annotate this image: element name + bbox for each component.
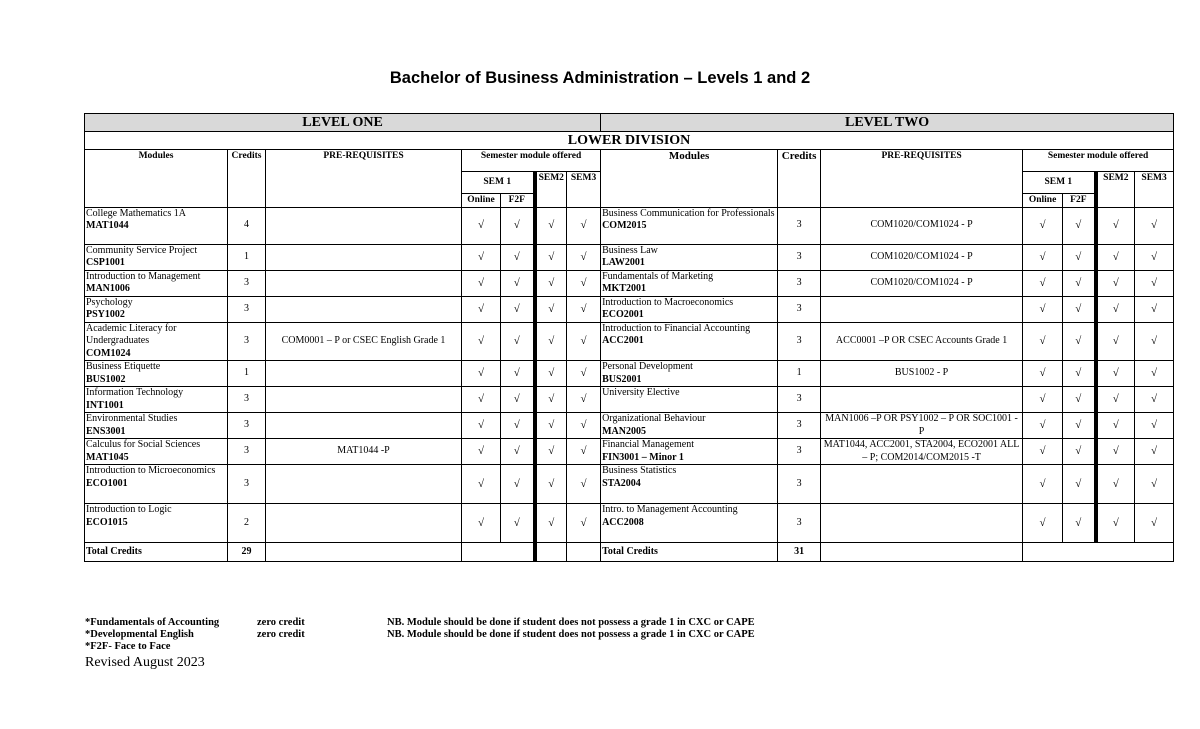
f2f-check: √	[1063, 387, 1096, 413]
sem1-header: SEM 1	[462, 172, 535, 194]
module-code: COM1024	[86, 347, 131, 359]
module-name: Introduction to Macroeconomics	[602, 296, 734, 308]
f2f-check: √	[501, 465, 535, 504]
sem3-check: √	[1135, 504, 1174, 543]
online-check: √	[1023, 322, 1063, 361]
f2f-check: √	[501, 296, 535, 322]
module-code: MAT1044	[86, 220, 129, 231]
sem3-check: √	[567, 361, 601, 387]
credits-cell: 3	[228, 296, 266, 322]
online-check: √	[462, 439, 501, 465]
online-check: √	[1023, 244, 1063, 270]
table-row	[85, 270, 1174, 296]
credits-cell: 3	[228, 439, 266, 465]
module-cell	[601, 322, 778, 361]
module-name: Fundamentals of Marketing	[602, 270, 714, 282]
footnote-credit: zero credit	[257, 617, 305, 628]
module-cell	[601, 270, 778, 296]
prereq-cell	[821, 387, 1023, 413]
module-cell	[85, 361, 228, 387]
f2f-check: √	[1063, 207, 1096, 244]
module-code: ENS3001	[86, 425, 126, 437]
module-cell	[85, 387, 228, 413]
credits-cell: 3	[778, 439, 821, 465]
table-row	[85, 207, 1174, 244]
empty-cell	[821, 543, 1023, 562]
online-header: Online	[1023, 194, 1063, 208]
module-cell	[601, 207, 778, 244]
sem2-check: √	[535, 244, 567, 270]
prereq-cell	[821, 504, 1023, 543]
empty-cell	[567, 543, 601, 562]
module-name: Introduction to Logic	[86, 504, 172, 515]
table-row	[85, 439, 1174, 465]
sem3-check: √	[567, 439, 601, 465]
prereq-cell	[266, 244, 462, 270]
division-header: LOWER DIVISION	[85, 132, 1174, 150]
credits-cell: 3	[228, 322, 266, 361]
footnote-name: *F2F- Face to Face	[85, 641, 171, 652]
total-credits: 29	[228, 543, 266, 562]
module-name: Community Service Project	[86, 244, 198, 256]
online-check: √	[462, 387, 501, 413]
module-name: Calculus for Social Sciences	[86, 439, 201, 450]
credits-cell: 1	[228, 244, 266, 270]
module-cell	[85, 439, 228, 465]
online-check: √	[462, 504, 501, 543]
module-cell	[85, 244, 228, 270]
f2f-check: √	[1063, 322, 1096, 361]
online-header: Online	[462, 194, 501, 208]
sem2-check: √	[1096, 322, 1135, 361]
module-name: Introduction to Management	[86, 270, 201, 282]
table-row	[85, 244, 1174, 270]
empty-cell	[462, 543, 535, 562]
f2f-check: √	[1063, 270, 1096, 296]
table-row	[85, 322, 1174, 361]
module-cell	[601, 361, 778, 387]
sem3-header: SEM3	[1135, 172, 1174, 208]
prereq-cell: BUS1002 - P	[821, 361, 1023, 387]
sem2-header: SEM2	[535, 172, 567, 208]
credits-cell: 3	[778, 413, 821, 439]
f2f-header: F2F	[501, 194, 535, 208]
sem3-check: √	[567, 465, 601, 504]
credits-cell: 3	[778, 270, 821, 296]
f2f-check: √	[1063, 244, 1096, 270]
page-title: Bachelor of Business Administration – Levels 1 and 2	[389, 69, 811, 87]
online-check: √	[1023, 207, 1063, 244]
credits-cell: 3	[228, 413, 266, 439]
module-name: Business Etiquette	[86, 361, 161, 372]
prereq-cell	[266, 504, 462, 543]
prereq-cell	[266, 207, 462, 244]
sem2-check: √	[1096, 244, 1135, 270]
sem2-header: SEM2	[1096, 172, 1135, 208]
online-check: √	[462, 322, 501, 361]
f2f-check: √	[501, 322, 535, 361]
module-code: COM2015	[602, 220, 647, 231]
module-cell	[601, 244, 778, 270]
table-row	[85, 296, 1174, 322]
module-name: Psychology	[86, 296, 133, 308]
sem3-check: √	[567, 270, 601, 296]
module-code: ECO1015	[86, 516, 128, 528]
module-cell	[85, 413, 228, 439]
f2f-check: √	[1063, 361, 1096, 387]
module-code: PSY1002	[86, 309, 125, 320]
online-check: √	[1023, 270, 1063, 296]
credits-cell: 3	[228, 465, 266, 504]
module-cell	[601, 296, 778, 322]
module-cell	[85, 465, 228, 504]
prereq-cell: MAT1044, ACC2001, STA2004, ECO2001 ALL – P; COM2014/COM2015 -T	[821, 439, 1023, 465]
module-cell	[601, 465, 778, 504]
prereq-header: PRE-REQUISITES	[821, 150, 1023, 208]
module-cell	[85, 504, 228, 543]
sem2-check: √	[1096, 270, 1135, 296]
f2f-check: √	[1063, 465, 1096, 504]
modules-header: Modules	[601, 150, 778, 208]
online-check: √	[1023, 387, 1063, 413]
total-credits: 31	[778, 543, 821, 562]
footnote-name: *Developmental English	[85, 629, 194, 640]
prereq-cell	[266, 387, 462, 413]
module-cell	[85, 207, 228, 244]
online-check: √	[1023, 439, 1063, 465]
footnote-credit: zero credit	[257, 629, 305, 640]
prereq-cell: MAT1044 -P	[266, 439, 462, 465]
credits-cell: 3	[228, 270, 266, 296]
totals-row	[85, 543, 1174, 562]
sem2-check: √	[1096, 361, 1135, 387]
online-check: √	[1023, 465, 1063, 504]
sem3-check: √	[567, 413, 601, 439]
credits-cell: 2	[228, 504, 266, 543]
sem3-check: √	[1135, 322, 1174, 361]
sem3-check: √	[567, 322, 601, 361]
module-cell	[85, 322, 228, 361]
sem2-check: √	[535, 465, 567, 504]
empty-cell	[1023, 543, 1174, 562]
module-code: INT1001	[86, 399, 124, 411]
module-code: FIN3001 – Minor 1	[602, 451, 684, 463]
sem2-check: √	[535, 504, 567, 543]
f2f-header: F2F	[1063, 194, 1096, 208]
table-row	[85, 465, 1174, 504]
sem2-check: √	[535, 413, 567, 439]
credits-cell: 4	[228, 207, 266, 244]
sem3-check: √	[1135, 387, 1174, 413]
f2f-check: √	[501, 244, 535, 270]
prereq-header: PRE-REQUISITES	[266, 150, 462, 208]
empty-cell	[535, 543, 567, 562]
online-check: √	[462, 244, 501, 270]
online-check: √	[462, 270, 501, 296]
credits-cell: 1	[228, 361, 266, 387]
module-code: ACC2008	[602, 516, 644, 528]
module-code: MKT2001	[602, 283, 646, 294]
prereq-cell	[821, 465, 1023, 504]
module-code: BUS1002	[86, 373, 126, 385]
online-check: √	[1023, 504, 1063, 543]
sem3-check: √	[1135, 439, 1174, 465]
sem3-check: √	[567, 244, 601, 270]
module-code: CSP1001	[86, 257, 125, 268]
credits-header: Credits	[778, 150, 821, 208]
sem2-check: √	[1096, 296, 1135, 322]
f2f-check: √	[501, 439, 535, 465]
sem3-check: √	[1135, 270, 1174, 296]
module-cell	[85, 296, 228, 322]
total-label: Total Credits	[85, 543, 228, 562]
credits-cell: 1	[778, 361, 821, 387]
sem3-check: √	[1135, 296, 1174, 322]
prereq-cell: ACC0001 –P OR CSEC Accounts Grade 1	[821, 322, 1023, 361]
online-check: √	[1023, 361, 1063, 387]
sem2-check: √	[535, 322, 567, 361]
f2f-check: √	[501, 504, 535, 543]
footnote-note: NB. Module should be done if student does not possess a grade 1 in CXC or CAPE	[387, 629, 755, 640]
module-code: LAW2001	[602, 257, 645, 268]
module-code: MAN1006	[86, 283, 130, 294]
prereq-cell: COM1020/COM1024 - P	[821, 244, 1023, 270]
sem2-check: √	[1096, 413, 1135, 439]
f2f-check: √	[1063, 413, 1096, 439]
module-name: Personal Development	[602, 361, 693, 372]
f2f-check: √	[501, 207, 535, 244]
table-row	[85, 413, 1174, 439]
prereq-cell	[266, 465, 462, 504]
sem3-check: √	[567, 296, 601, 322]
semester-header: Semester module offered	[462, 150, 601, 172]
f2f-check: √	[501, 387, 535, 413]
prereq-cell	[821, 296, 1023, 322]
sem3-check: √	[567, 207, 601, 244]
sem2-check: √	[1096, 387, 1135, 413]
module-cell	[85, 270, 228, 296]
sem3-header: SEM3	[567, 172, 601, 208]
table-row	[85, 361, 1174, 387]
module-name: Introduction to Financial Accounting	[602, 322, 751, 334]
sem1-header: SEM 1	[1023, 172, 1096, 194]
f2f-check: √	[1063, 439, 1096, 465]
sem3-check: √	[1135, 207, 1174, 244]
module-code: MAN2005	[602, 425, 646, 437]
empty-cell	[266, 543, 462, 562]
module-name: University Elective	[602, 387, 680, 398]
f2f-check: √	[501, 361, 535, 387]
prereq-cell: COM0001 – P or CSEC English Grade 1	[266, 322, 462, 361]
module-cell	[601, 439, 778, 465]
module-name: Business Law	[602, 244, 658, 256]
module-name: Academic Literacy for Undergraduates	[86, 322, 177, 346]
module-cell	[601, 413, 778, 439]
semester-header: Semester module offered	[1023, 150, 1174, 172]
sem2-check: √	[535, 439, 567, 465]
module-code: STA2004	[602, 477, 641, 489]
prereq-cell: COM1020/COM1024 - P	[821, 207, 1023, 244]
footnote-note: NB. Module should be done if student does not possess a grade 1 in CXC or CAPE	[387, 617, 755, 628]
credits-cell: 3	[778, 207, 821, 244]
credits-cell: 3	[778, 387, 821, 413]
module-code: ACC2001	[602, 335, 644, 346]
module-name: Introduction to Microeconomics	[86, 465, 216, 476]
level-two-header: LEVEL TWO	[601, 114, 1174, 132]
module-cell	[601, 387, 778, 413]
module-name: Organizational Behaviour	[602, 413, 706, 424]
module-cell	[601, 504, 778, 543]
sem2-check: √	[1096, 439, 1135, 465]
prereq-cell	[266, 296, 462, 322]
total-label: Total Credits	[601, 543, 778, 562]
credits-cell: 3	[228, 387, 266, 413]
sem2-check: √	[1096, 207, 1135, 244]
sem3-check: √	[567, 504, 601, 543]
f2f-check: √	[501, 413, 535, 439]
prereq-cell	[266, 270, 462, 296]
sem2-check: √	[535, 270, 567, 296]
online-check: √	[462, 296, 501, 322]
modules-header: Modules	[85, 150, 228, 208]
f2f-check: √	[1063, 296, 1096, 322]
online-check: √	[462, 465, 501, 504]
credits-cell: 3	[778, 244, 821, 270]
online-check: √	[462, 413, 501, 439]
sem2-check: √	[535, 296, 567, 322]
module-name: Environmental Studies	[86, 413, 178, 424]
module-name: Business Statistics	[602, 465, 677, 476]
table-row	[85, 504, 1174, 543]
sem2-check: √	[535, 361, 567, 387]
module-name: College Mathematics 1A	[86, 207, 186, 219]
module-code: ECO1001	[86, 477, 128, 489]
module-code: MAT1045	[86, 451, 129, 463]
credits-cell: 3	[778, 296, 821, 322]
module-code: BUS2001	[602, 373, 642, 385]
sem3-check: √	[1135, 361, 1174, 387]
sem3-check: √	[1135, 413, 1174, 439]
credits-header: Credits	[228, 150, 266, 208]
module-code: ECO2001	[602, 309, 644, 320]
credits-cell: 3	[778, 504, 821, 543]
online-check: √	[462, 207, 501, 244]
module-name: Financial Management	[602, 439, 694, 450]
sem2-check: √	[1096, 504, 1135, 543]
module-name: Intro. to Management Accounting	[602, 504, 738, 515]
module-name: Information Technology	[86, 387, 184, 398]
revision-note: Revised August 2023	[85, 655, 205, 670]
prereq-cell: COM1020/COM1024 - P	[821, 270, 1023, 296]
footnote-name: *Fundamentals of Accounting	[85, 617, 220, 628]
level-one-header: LEVEL ONE	[85, 114, 601, 132]
sem2-check: √	[535, 207, 567, 244]
sem3-check: √	[567, 387, 601, 413]
f2f-check: √	[1063, 504, 1096, 543]
credits-cell: 3	[778, 322, 821, 361]
module-name: Business Communication for Professionals	[602, 207, 775, 219]
f2f-check: √	[501, 270, 535, 296]
prereq-cell: MAN1006 –P OR PSY1002 – P OR SOC1001 - P	[821, 413, 1023, 439]
sem2-check: √	[535, 387, 567, 413]
credits-cell: 3	[778, 465, 821, 504]
online-check: √	[1023, 413, 1063, 439]
prereq-cell	[266, 361, 462, 387]
prereq-cell	[266, 413, 462, 439]
sem3-check: √	[1135, 244, 1174, 270]
sem2-check: √	[1096, 465, 1135, 504]
table-row	[85, 387, 1174, 413]
online-check: √	[462, 361, 501, 387]
sem3-check: √	[1135, 465, 1174, 504]
curriculum-table	[84, 113, 1174, 562]
online-check: √	[1023, 296, 1063, 322]
